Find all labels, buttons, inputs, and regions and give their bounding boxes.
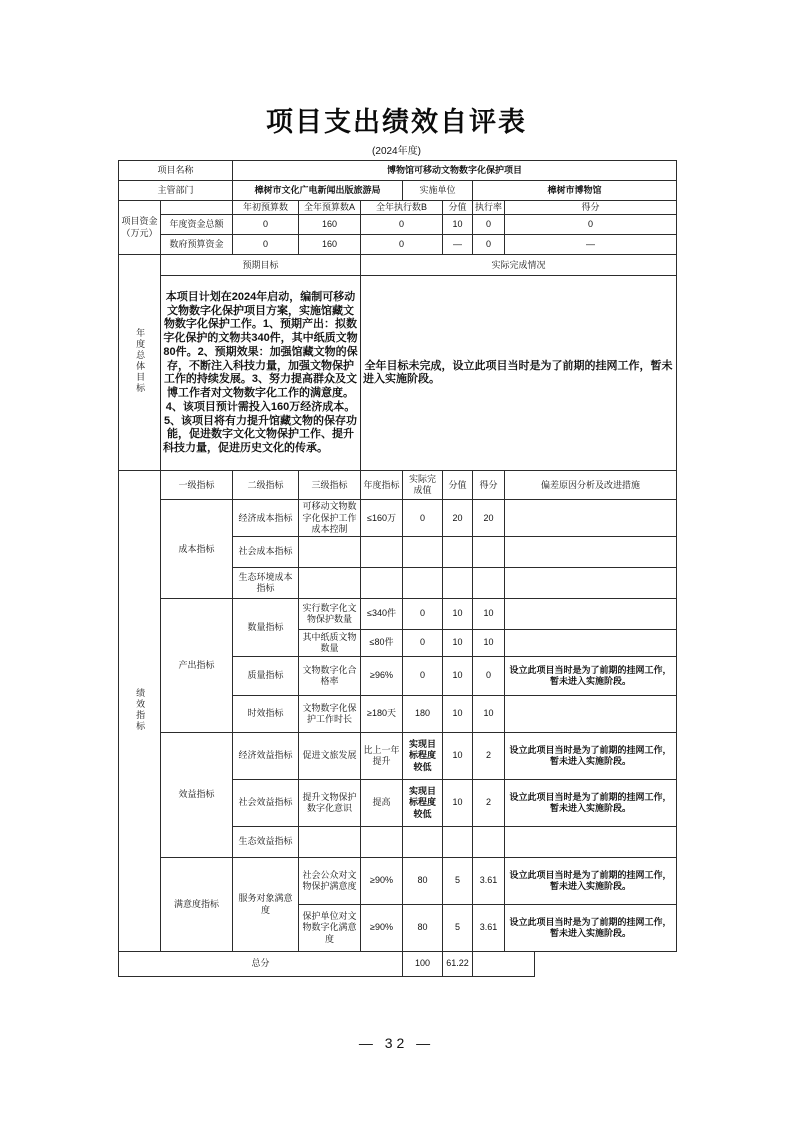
indicator-l1-satisfaction: 满意度指标 [161,858,233,952]
indicator-score-max: 5 [443,858,473,905]
table-row [119,201,677,215]
funds-label [119,201,161,255]
indicator-target: ≥180天 [361,696,403,733]
indicator-note [505,599,677,630]
indicator-score-max: 10 [443,696,473,733]
actual-result-header: 实际完成情况 [361,255,677,276]
indicator-actual: 180 [403,696,443,733]
table-row [119,952,677,977]
project-name-label: 项目名称 [119,161,233,181]
indicator-score: 10 [473,696,505,733]
indicator-l3 [299,537,361,568]
indicator-score-max: 5 [443,905,473,952]
funds-unit-text: （万元） [121,227,158,238]
table-row [119,276,677,471]
indicator-l3: 其中纸质文物数量 [299,630,361,657]
indicator-l3: 社会公众对文物保护满意度 [299,858,361,905]
annual-goal-label-text: 年度总体目标 [135,328,146,395]
funds-row-0-c6: 0 [505,215,677,235]
unit-label: 实施单位 [403,181,473,201]
actual-result-text: 全年目标未完成，设立此项目当时是为了前期的挂网工作，暂未进入实施阶段。 [361,276,677,471]
indicator-l2: 经济成本指标 [233,500,299,537]
indicator-actual [403,537,443,568]
funds-blank-cell [161,201,233,215]
unit-value: 樟树市博物馆 [473,181,677,201]
indicator-score-max: 10 [443,599,473,630]
indicator-target: 提高 [361,780,403,827]
indicator-side-label [119,471,161,952]
indicator-actual: 0 [403,500,443,537]
expected-goal-header: 预期目标 [161,255,361,276]
indicator-actual: 80 [403,858,443,905]
funds-row-0-c1: 0 [233,215,299,235]
indicator-score [473,568,505,599]
indicator-target [361,537,403,568]
indicator-score: 20 [473,500,505,537]
page-title: 项目支出绩效自评表 [266,107,527,137]
indicator-target: ≤160万 [361,500,403,537]
indicator-col-7: 偏差原因分析及改进措施 [505,471,677,500]
indicator-target [361,827,403,858]
page-subtitle: (2024年度) [372,146,421,157]
indicator-target: 比上一年提升 [361,733,403,780]
total-score: 61.22 [443,952,473,977]
funds-row-0-c5: 0 [473,215,505,235]
funds-col-5: 得分 [505,201,677,215]
indicator-target: ≥90% [361,905,403,952]
table-row [119,733,677,780]
table-row [119,181,677,201]
indicator-score: 10 [473,630,505,657]
funds-row-0-name: 年度资金总额 [161,215,233,235]
funds-row-0-c3: 0 [361,215,443,235]
funds-row-0-c2: 160 [299,215,361,235]
indicator-actual: 实现目标程度较低 [403,780,443,827]
indicator-col-3: 年度指标 [361,471,403,500]
indicator-score [473,537,505,568]
project-name-value: 博物馆可移动文物数字化保护项目 [233,161,677,181]
indicator-score-max: 10 [443,733,473,780]
indicator-actual [403,827,443,858]
indicator-note [505,500,677,537]
indicator-note: 设立此项目当时是为了前期的挂网工作，暂未进入实施阶段。 [505,905,677,952]
funds-col-1: 全年预算数A [299,201,361,215]
indicator-score-max: 10 [443,657,473,696]
indicator-note [505,568,677,599]
indicator-col-5: 分值 [443,471,473,500]
funds-row-1-name: 数府预算资金 [161,235,233,255]
indicator-l2: 生态效益指标 [233,827,299,858]
indicator-side-label-text: 绩效指标 [135,687,146,732]
indicator-l3: 实行数字化文物保护数量 [299,599,361,630]
indicator-note [505,827,677,858]
indicator-note: 设立此项目当时是为了前期的挂网工作，暂未进入实施阶段。 [505,733,677,780]
funds-row-1-c1: 0 [233,235,299,255]
indicator-actual: 0 [403,599,443,630]
table-row [119,161,677,181]
table-row [119,599,677,630]
dept-value: 樟树市文化广电新闻出版旅游局 [233,181,403,201]
funds-col-4: 执行率 [473,201,505,215]
indicator-target: ≥96% [361,657,403,696]
indicator-note: 设立此项目当时是为了前期的挂网工作，暂未进入实施阶段。 [505,657,677,696]
indicator-col-1: 二级指标 [233,471,299,500]
total-label: 总分 [119,952,403,977]
table-row [119,500,677,537]
total-max: 100 [403,952,443,977]
indicator-note [505,537,677,568]
indicator-l3: 文物数字化合格率 [299,657,361,696]
indicator-target [361,568,403,599]
table-row [119,215,677,235]
indicator-col-2: 三级指标 [299,471,361,500]
indicator-score [473,827,505,858]
indicator-score-max: 10 [443,630,473,657]
funds-col-2: 全年执行数B [361,201,443,215]
page-number: — 32 — [358,1035,435,1051]
performance-self-evaluation-table [118,160,677,977]
indicator-actual [403,568,443,599]
indicator-score: 2 [473,733,505,780]
funds-row-1-c4: — [443,235,473,255]
indicator-l3 [299,568,361,599]
funds-row-0-c4: 10 [443,215,473,235]
indicator-l3: 促进文旅发展 [299,733,361,780]
expected-goal-text: 本项目计划在2024年启动，编制可移动文物数字化保护项目方案，实施馆藏文物数字化保护工作。1、预期产出：拟数字化保护的文物共340件，其中纸质文物80件。2、预期效果：加强馆藏文物的保存，不断注入科技力量，加强文物保护工作的持续发展。3、努力提高群众及文博工作者对文物数字化工作的满意度。4、该项目预计需投入160万经济成本。5、该项目将有力提升馆藏文物的保存功能，促进数字文化文物保护工作、提升科技力量，促进历史文化的传承。 [161,276,361,471]
indicator-score-max: 20 [443,500,473,537]
indicator-score: 10 [473,599,505,630]
table-row [119,235,677,255]
indicator-l2: 质量指标 [233,657,299,696]
indicator-note [505,696,677,733]
indicator-l3 [299,827,361,858]
indicator-l1-output: 产出指标 [161,599,233,733]
indicator-l2: 数量指标 [233,599,299,657]
indicator-l3: 可移动文物数字化保护工作成本控制 [299,500,361,537]
indicator-l3: 文物数字化保护工作时长 [299,696,361,733]
indicator-target: ≤80件 [361,630,403,657]
indicator-score-max: 10 [443,780,473,827]
indicator-l2: 服务对象满意度 [233,858,299,952]
indicator-score: 3.61 [473,858,505,905]
funds-row-1-c5: 0 [473,235,505,255]
indicator-actual: 0 [403,657,443,696]
indicator-l1-benefit: 效益指标 [161,733,233,858]
funds-row-1-c3: 0 [361,235,443,255]
total-note [473,952,535,977]
indicator-col-0: 一级指标 [161,471,233,500]
indicator-score: 0 [473,657,505,696]
indicator-l2: 社会效益指标 [233,780,299,827]
indicator-l3: 提升文物保护数字化意识 [299,780,361,827]
indicator-actual: 实现目标程度较低 [403,733,443,780]
indicator-col-4: 实际完成值 [403,471,443,500]
indicator-l1-cost: 成本指标 [161,500,233,599]
indicator-score: 3.61 [473,905,505,952]
indicator-l2: 经济效益指标 [233,733,299,780]
indicator-score-max [443,568,473,599]
indicator-col-6: 得分 [473,471,505,500]
indicator-l2: 生态环境成本指标 [233,568,299,599]
funds-row-1-c2: 160 [299,235,361,255]
indicator-actual: 0 [403,630,443,657]
indicator-target: ≤340件 [361,599,403,630]
indicator-target: ≥90% [361,858,403,905]
indicator-score: 2 [473,780,505,827]
indicator-l2: 社会成本指标 [233,537,299,568]
indicator-score-max [443,537,473,568]
funds-col-0: 年初预算数 [233,201,299,215]
indicator-note: 设立此项目当时是为了前期的挂网工作，暂未进入实施阶段。 [505,858,677,905]
indicator-actual: 80 [403,905,443,952]
indicator-l2: 时效指标 [233,696,299,733]
indicator-note: 设立此项目当时是为了前期的挂网工作，暂未进入实施阶段。 [505,780,677,827]
funds-col-3: 分值 [443,201,473,215]
funds-label-text: 项目资金 [121,216,158,227]
funds-row-1-c6: — [505,235,677,255]
table-row [119,255,677,276]
table-row [119,858,677,905]
indicator-note [505,630,677,657]
indicator-l3: 保护单位对文物数字化满意度 [299,905,361,952]
table-row [119,471,677,500]
dept-label: 主管部门 [119,181,233,201]
indicator-score-max [443,827,473,858]
annual-goal-label [119,255,161,471]
